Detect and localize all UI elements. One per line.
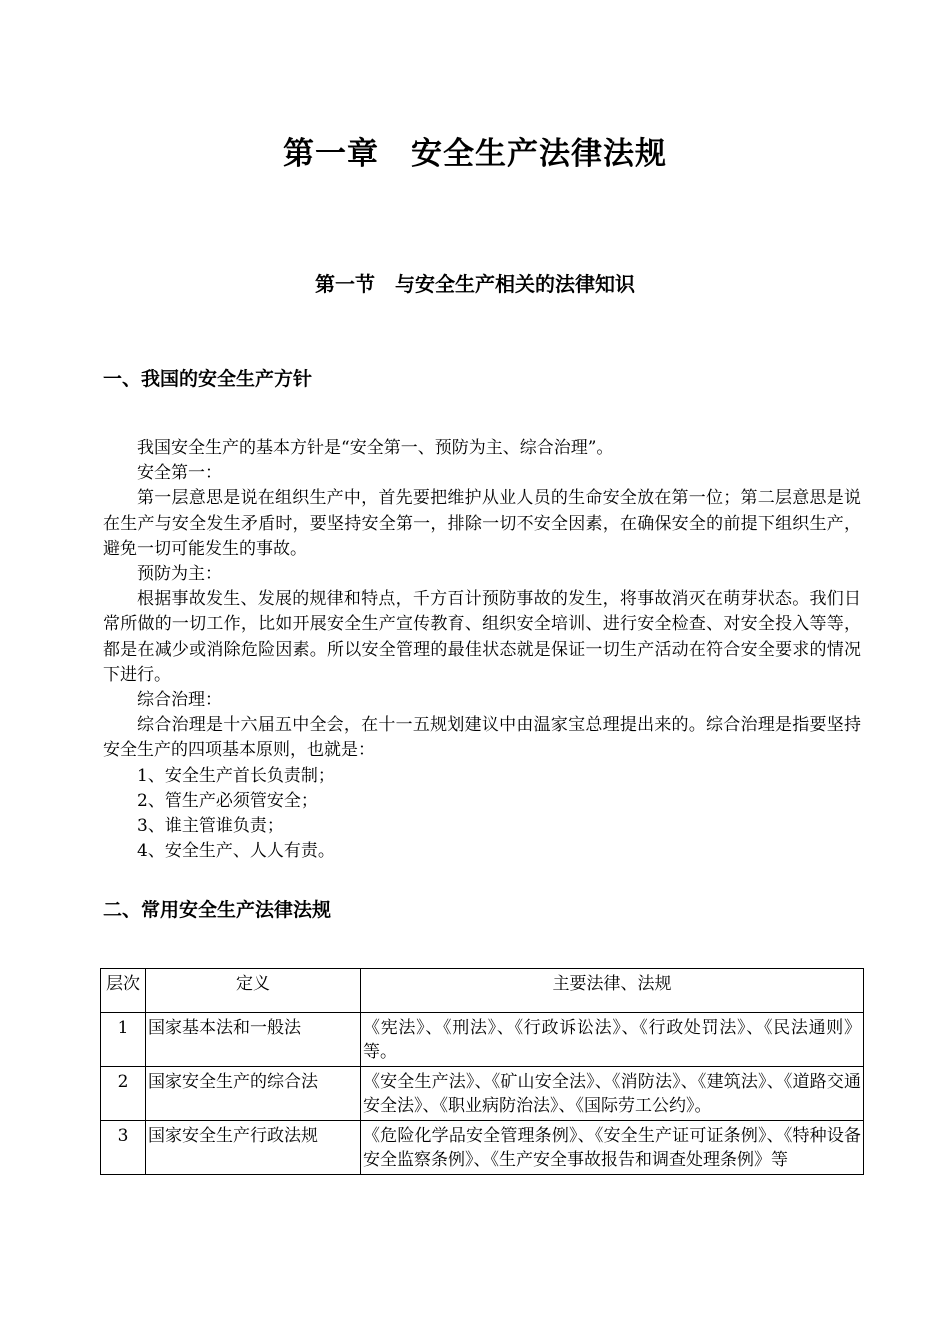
cell-definition: 国家基本法和一般法: [146, 1013, 361, 1067]
paragraph: 根据事故发生、发展的规律和特点，千方百计预防事故的发生，将事故消灭在萌芽状态。我们日常所做的一切工作，比如开展安全生产宣传教育、组织安全培训、进行安全检查、对安全投入等等，都是在减少或消除危险因素。所以安全管理的最佳状态就是保证一切生产活动在符合安全要求的情况下进行。: [103, 589, 861, 685]
list-item: 4、安全生产、人人有责。: [137, 841, 335, 862]
paragraph: 预防为主：: [137, 564, 222, 585]
laws-table: [100, 968, 864, 1175]
list-item: 2、管生产必须管安全；: [137, 790, 318, 811]
cell-laws: 《安全生产法》、《矿山安全法》、《消防法》、《建筑法》、《道路交通安全法》、《职业病防治法》、《国际劳工公约》。: [361, 1067, 864, 1121]
cell-laws: 《宪法》、《刑法》、《行政诉讼法》、《行政处罚法》、《民法通则》等。: [361, 1013, 864, 1067]
heading-common-laws: 二、常用安全生产法律法规: [103, 899, 332, 921]
paragraph: 我国安全生产的基本方针是“安全第一、预防为主、综合治理”。: [137, 438, 614, 458]
cell-level: 2: [101, 1067, 146, 1121]
table-row: [101, 1013, 864, 1067]
list-item: 3、谁主管谁负责；: [137, 816, 284, 837]
table-row: [101, 1067, 864, 1121]
cell-laws: 《危险化学品安全管理条例》、《安全生产证可证条例》、《特种设备安全监察条例》、《生产安全事故报告和调查处理条例》等: [361, 1121, 864, 1175]
paragraph: 第一层意思是说在组织生产中，首先要把维护从业人员的生命安全放在第一位；第二层意思是说在生产与安全发生矛盾时，要坚持安全第一，排除一切不安全因素，在确保安全的前提下组织生产，避免一切可能发生的事故。: [103, 488, 861, 559]
policy-body: [103, 436, 861, 864]
heading-safety-policy: 一、我国的安全生产方针: [103, 368, 313, 390]
section-title: 第一节 与安全生产相关的法律知识: [315, 272, 635, 296]
table-header-row: [101, 969, 864, 1013]
cell-definition: 国家安全生产行政法规: [146, 1121, 361, 1175]
cell-level: 1: [101, 1013, 146, 1067]
list-item: 1、安全生产首长负责制；: [137, 765, 335, 786]
paragraph: 综合治理：: [137, 690, 222, 711]
header-definition: 定义: [146, 969, 361, 1013]
paragraph: 安全第一：: [137, 463, 222, 484]
header-level: 层次: [101, 969, 146, 1013]
paragraph: 综合治理是十六届五中全会，在十一五规划建议中由温家宝总理提出来的。综合治理是指要坚持安全生产的四项基本原则，也就是：: [103, 715, 861, 761]
header-laws: 主要法律、法规: [361, 969, 864, 1013]
cell-level: 3: [101, 1121, 146, 1175]
chapter-title: 第一章 安全生产法律法规: [283, 136, 667, 172]
cell-definition: 国家安全生产的综合法: [146, 1067, 361, 1121]
table-row: [101, 1121, 864, 1175]
